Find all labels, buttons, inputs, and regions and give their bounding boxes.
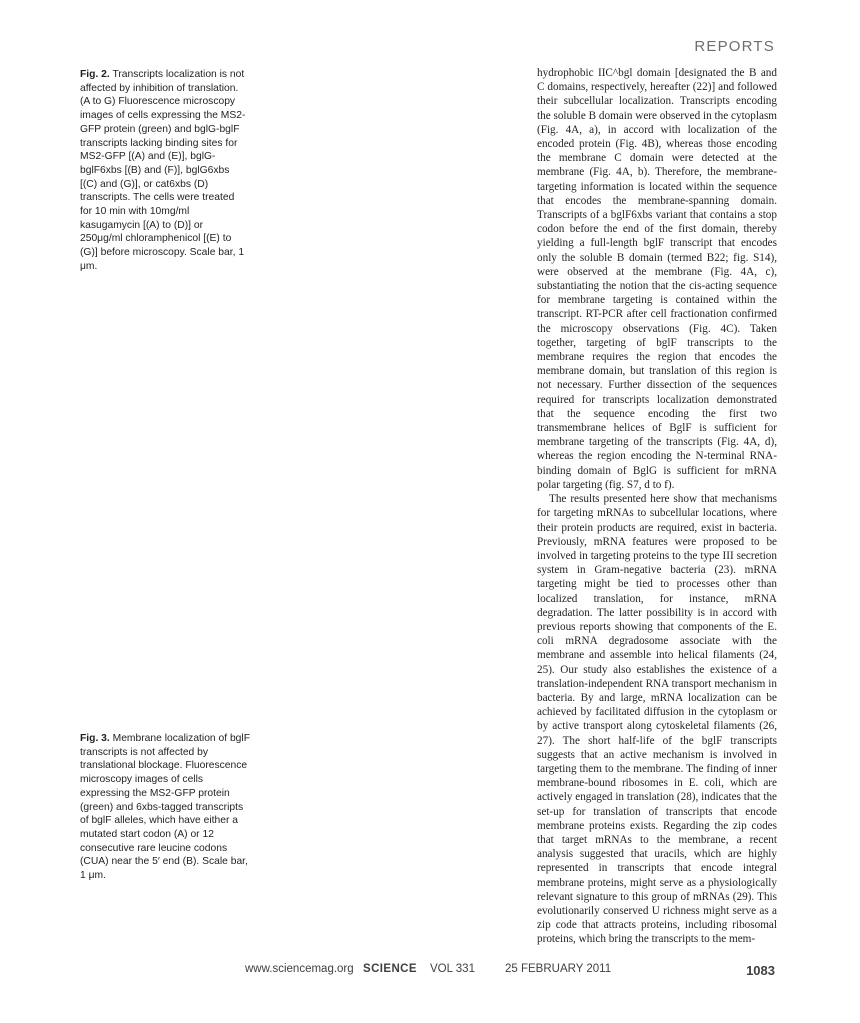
figure-2-label: Fig. 2. (80, 69, 110, 80)
figure-3-caption (80, 732, 250, 883)
figure-3-label: Fig. 3. (80, 733, 110, 744)
section-header: REPORTS (694, 38, 775, 55)
body-paragraph-2: The results presented here show that mechanisms for targeting mRNAs to subcellular locations, where their protein products are required, exist in bacteria. Previously, mRNA features were proposed to be involved in targeting proteins to the type III secretion system in Gram-negative bacteria (23). mRNA targeting might be tied to processes other than localized translation, for instance, mRNA degradation. The latter possibility is in accord with previous reports showing that components of the E. coli mRNA degradosome associate with the membrane and assemble into helical filaments (24, 25). Our study also establishes the existence of a translation-independent RNA transport mechanism in bacteria. By and large, mRNA localization can be achieved by facilitated diffusion in the cytoplasm or by active transport along cytoskeletal filaments (26, 27). The short half-life of the bglF transcripts suggests that an active mechanism is involved in targeting them to the membrane. The finding of inner membrane-bound ribosomes in E. coli, which are actively engaged in translation (28), indicates that the set-up for translation of transcripts that encode membrane proteins exists. Regarding the zip codes that target mRNAs to the membrane, a recent analysis suggested that uracils, which are highly represented in transcripts that encode integral membrane proteins, might serve as a physiologically relevant signature to this group of mRNAs (29). This evolutionarily conserved U richness might serve as a zip code that attracts proteins, including ribosomal proteins, which bring the transcripts to the mem- (537, 493, 777, 946)
figure-2-caption (80, 68, 248, 274)
page-number: 1083 (746, 963, 775, 978)
footer-journal: SCIENCE (363, 963, 417, 975)
body-text-column (537, 66, 777, 947)
page-footer (235, 963, 775, 979)
footer-website: www.sciencemag.org (245, 963, 354, 975)
footer-volume: VOL 331 (430, 963, 475, 975)
body-paragraph-1: hydrophobic IIC^bgl domain [designated the B and C domains, respectively, hereafter (22)] and followed their subcellular localization. Transcripts encoding the soluble B domain were observed in the cytoplasm (Fig. 4A, a), in accord with localization of the encoded protein (Fig. 4B), whereas those encoding the membrane C domain were detected at the membrane (Fig. 4A, b). Therefore, the membrane-targeting information is located within the sequence that encodes the membrane-spanning domain. Transcripts of a bglF6xbs variant that contains a stop codon before the end of the first domain, thereby yielding a full-length bglF transcript that encodes only the soluble B domain (termed B22; fig. S14), were observed at the membrane (Fig. 4A, c), substantiating the notion that the cis-acting sequence for membrane targeting is contained within the transcript. RT-PCR after cell fractionation confirmed the microscopy observations (Fig. 4C). Taken together, targeting of bglF transcripts to the membrane requires the region that encodes the membrane domain, but translation of this region is not necessary. Further dissection of the sequences required for transcripts localization demonstrated that the sequence encoding the first two transmembrane helices of BglF is sufficient for membrane targeting of the transcripts (Fig. 4A, d), whereas the region encoding the N-terminal RNA-binding domain of BglG is sufficient for mRNA polar targeting (fig. S7, d to f). (537, 67, 777, 491)
footer-date: 25 FEBRUARY 2011 (505, 963, 612, 975)
figure-2-caption-text: Transcripts localization is not affected by inhibition of translation. (A to G) Fluorescence microscopy images of cells expressing the MS2-GFP protein (green) and bglG-bglF transcripts lacking binding sites for MS2-GFP [(A) and (E)], bglG-bglF6xbs [(B) and (F)], bglG6xbs [(C) and (G)], or cat6xbs (D) transcripts. The cells were treated for 10 min with 10mg/ml kasugamycin [(A) to (D)] or 250μg/ml chloramphenicol [(E) to (G)] before microscopy. Scale bar, 1 μm. (80, 69, 246, 272)
figure-3-caption-text: Membrane localization of bglF transcripts is not affected by translational blockage. Fluorescence microscopy images of cells expressing the MS2-GFP protein (green) and 6xbs-tagged transcripts of bglF alleles, which have either a mutated start codon (A) or 12 consecutive rare leucine codons (CUA) near the 5′ end (B). Scale bar, 1 μm. (80, 733, 250, 882)
